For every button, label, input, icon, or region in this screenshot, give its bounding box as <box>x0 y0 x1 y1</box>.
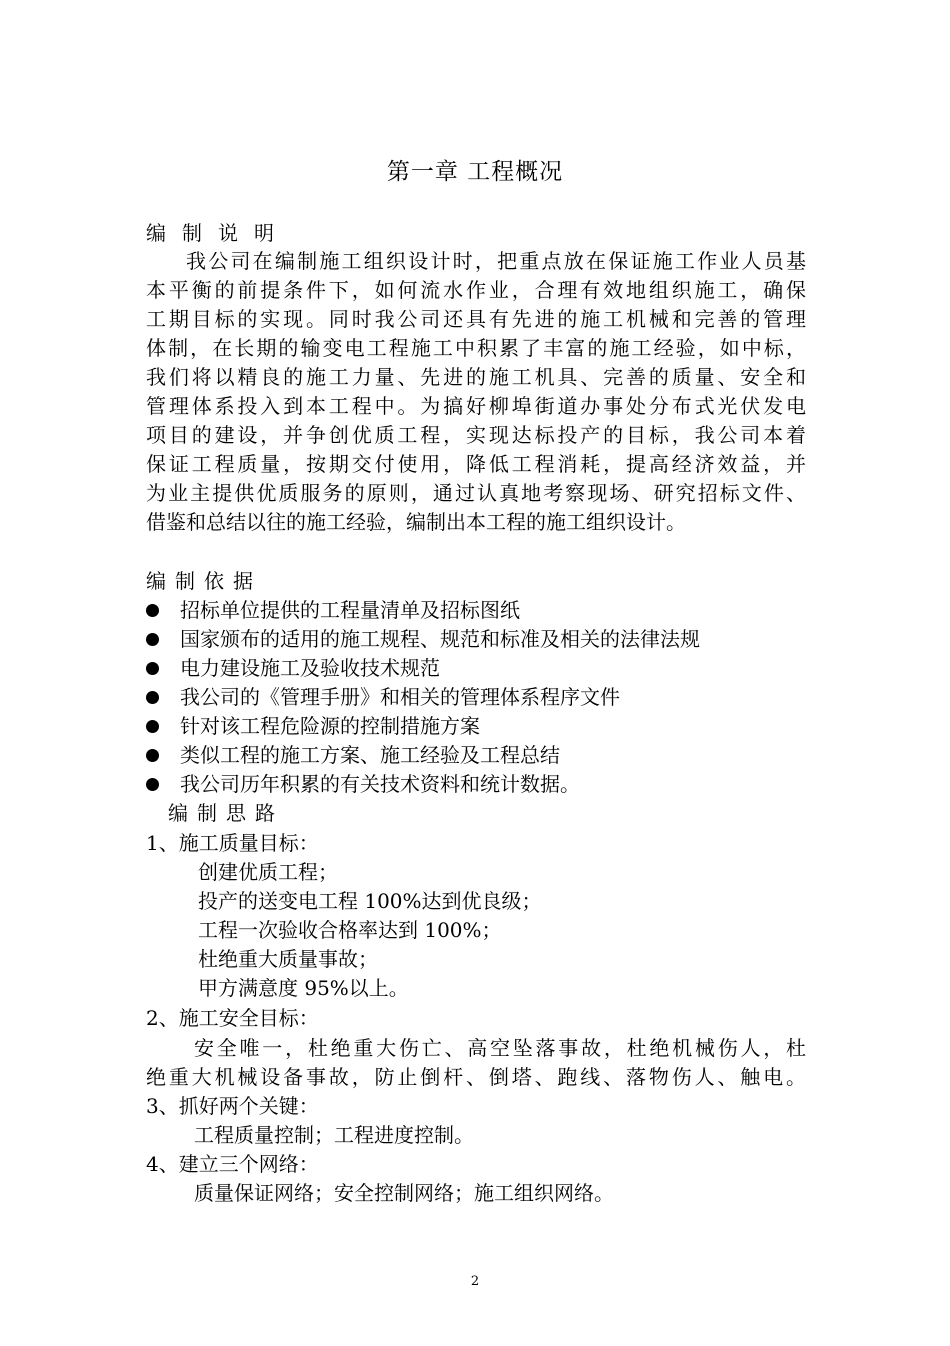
chapter-title: 第一章 工程概况 <box>386 159 564 185</box>
quality-goal-item: 创建优质工程； <box>198 860 338 884</box>
paragraph-line: 我们将以精良的施工力量、先进的施工机具、完善的质量、安全和 <box>146 365 806 389</box>
bullet-icon <box>146 749 159 762</box>
list-item-text: 我公司的《管理手册》和相关的管理体系程序文件 <box>180 685 620 709</box>
paragraph-line: 为业主提供优质服务的原则，通过认真地考察现场、研究招标文件、 <box>146 481 806 505</box>
list-item-text: 我公司历年积累的有关技术资料和统计数据。 <box>180 772 580 796</box>
compilation-notes-paragraph <box>146 247 806 537</box>
quality-goal-item: 工程一次验收合格率达到 100%； <box>198 918 502 942</box>
bullet-icon <box>146 691 159 704</box>
compilation-basis-heading: 编制依据 <box>146 569 262 593</box>
key-points-text: 工程质量控制；工程进度控制。 <box>194 1123 474 1147</box>
bullet-icon <box>146 778 159 791</box>
list-item <box>146 654 826 683</box>
paragraph-line: 借鉴和总结以往的施工经验，编制出本工程的施工组织设计。 <box>146 510 686 534</box>
networks-label: 4、建立三个网络： <box>146 1152 319 1176</box>
list-item-text: 类似工程的施工方案、施工经验及工程总结 <box>180 743 560 767</box>
list-item <box>146 770 826 799</box>
page-number: 2 <box>470 1274 480 1289</box>
compilation-approach-heading: 编制思路 <box>168 801 284 825</box>
paragraph-line: 安全唯一，杜绝重大伤亡、高空坠落事故，杜绝机械伤人，杜 <box>194 1036 806 1060</box>
bullet-icon <box>146 720 159 733</box>
paragraph-line: 绝重大机械设备事故，防止倒杆、倒塔、跑线、落物伤人、触电。 <box>146 1065 806 1089</box>
bullet-icon <box>146 604 159 617</box>
paragraph-line: 管理体系投入到本工程中。为搞好柳埠街道办事处分布式光伏发电 <box>146 394 806 418</box>
list-item-text: 电力建设施工及验收技术规范 <box>180 656 440 680</box>
bullet-icon <box>146 662 159 675</box>
list-item <box>146 596 826 625</box>
paragraph-line: 本平衡的前提条件下，如何流水作业，合理有效地组织施工，确保 <box>146 278 806 302</box>
list-item-text: 招标单位提供的工程量清单及招标图纸 <box>180 598 520 622</box>
networks-text: 质量保证网络；安全控制网络；施工组织网络。 <box>194 1181 614 1205</box>
list-item <box>146 712 826 741</box>
safety-goal-paragraph <box>146 1034 806 1092</box>
safety-goal-label: 2、施工安全目标： <box>146 1006 319 1030</box>
compilation-basis-list <box>146 596 826 799</box>
bullet-icon <box>146 633 159 646</box>
compilation-notes-heading: 编制说明 <box>146 221 290 245</box>
paragraph-line: 工期目标的实现。同时我公司还具有先进的施工机械和完善的管理 <box>146 307 806 331</box>
list-item <box>146 625 826 654</box>
quality-goal-item: 投产的送变电工程 100%达到优良级； <box>198 889 542 913</box>
key-points-label: 3、抓好两个关键： <box>146 1094 319 1118</box>
paragraph-line: 体制，在长期的输变电工程施工中积累了丰富的施工经验，如中标， <box>146 336 806 360</box>
list-item-text: 国家颁布的适用的施工规程、规范和标准及相关的法律法规 <box>180 627 700 651</box>
list-item <box>146 741 826 770</box>
paragraph-line: 项目的建设，并争创优质工程，实现达标投产的目标，我公司本着 <box>146 423 806 447</box>
list-item <box>146 683 826 712</box>
paragraph-line: 我公司在编制施工组织设计时，把重点放在保证施工作业人员基 <box>186 249 806 273</box>
quality-goal-item: 杜绝重大质量事故； <box>198 947 378 971</box>
list-item-text: 针对该工程危险源的控制措施方案 <box>180 714 480 738</box>
quality-goal-item: 甲方满意度 95%以上。 <box>198 976 409 1000</box>
quality-goal-label: 1、施工质量目标： <box>146 831 319 855</box>
paragraph-line: 保证工程质量，按期交付使用，降低工程消耗，提高经济效益，并 <box>146 452 806 476</box>
